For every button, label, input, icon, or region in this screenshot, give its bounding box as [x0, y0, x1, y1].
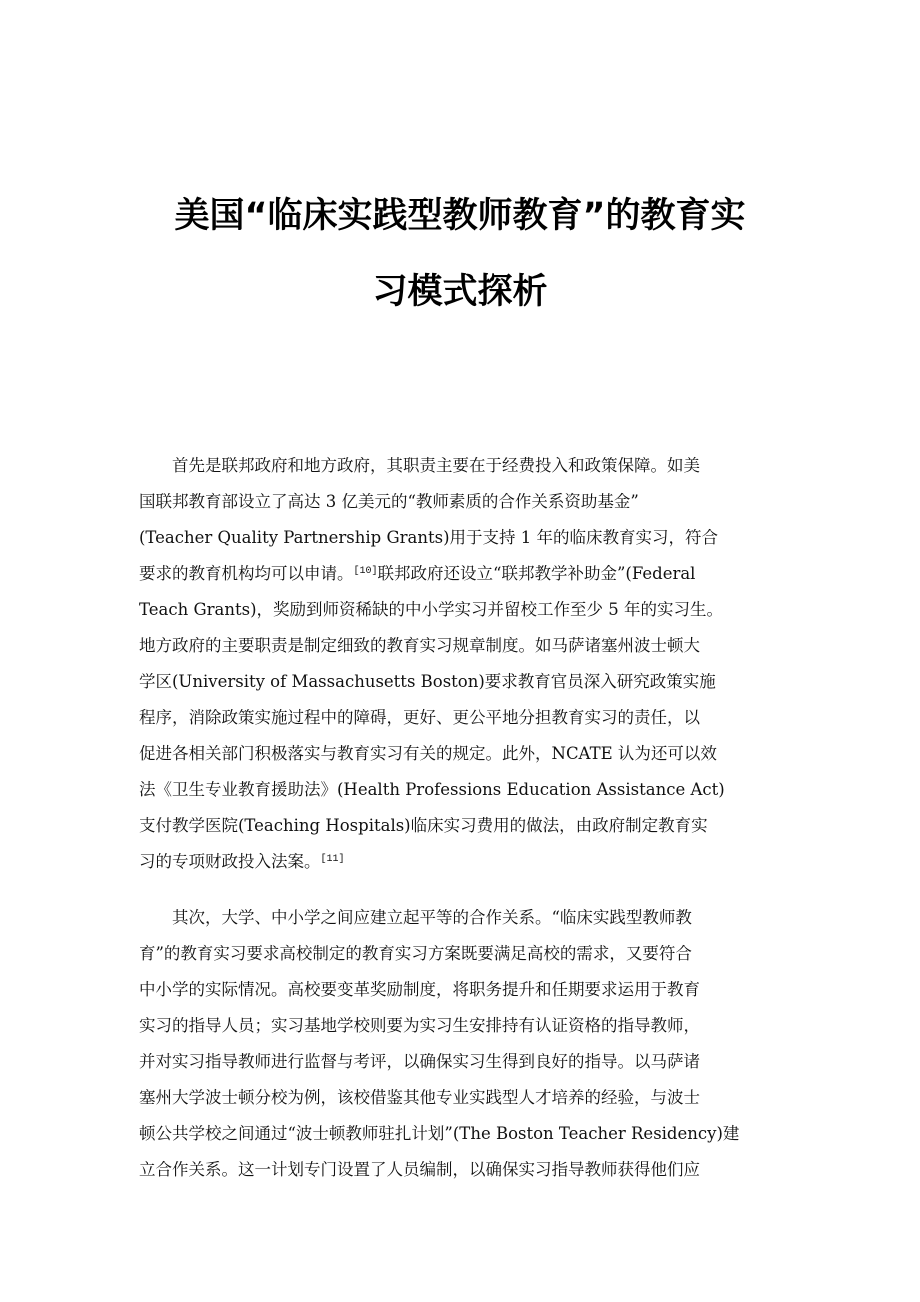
paragraph-line: 法《卫生专业教育援助法》(Health Professions Education Assistance Act)	[139, 780, 725, 799]
document-title-line-1: 美国“临床实践型教师教育”的教育实	[174, 196, 746, 236]
paragraph-text: 要求的教育机构均可以申请。	[139, 564, 354, 583]
document-title-line-2: 习模式探析	[372, 272, 548, 312]
paragraph-line: Teach Grants)，奖励到师资稀缺的中小学实习并留校工作至少 5 年的实习生。	[139, 600, 723, 619]
citation-ref-10[interactable]: [10]	[353, 566, 378, 577]
paragraph-line: 塞州大学波士顿分校为例，该校借鉴其他专业实践型人才培养的经验，与波士	[139, 1088, 700, 1107]
paragraph-line: (Teacher Quality Partnership Grants)用于支持 1 年的临床教育实习，符合	[139, 528, 718, 547]
citation-ref-11[interactable]: [11]	[320, 854, 345, 865]
paragraph-line: 并对实习指导教师进行监督与考评，以确保实习生得到良好的指导。以马萨诸	[139, 1052, 700, 1071]
paragraph-line: 育”的教育实习要求高校制定的教育实习方案既要满足高校的需求，又要符合	[139, 944, 692, 963]
paragraph-line: 促进各相关部门积极落实与教育实习有关的规定。此外，NCATE 认为还可以效	[139, 744, 717, 763]
paragraph-text: 习的专项财政投入法案。	[139, 852, 321, 871]
paragraph-line: 地方政府的主要职责是制定细致的教育实习规章制度。如马萨诸塞州波士顿大	[139, 636, 700, 655]
paragraph-line: 程序，消除政策实施过程中的障碍，更好、更公平地分担教育实习的责任，以	[139, 708, 700, 727]
paragraph-line: 其次，大学、中小学之间应建立起平等的合作关系。“临床实践型教师教	[172, 908, 692, 927]
paragraph-line: 顿公共学校之间通过“波士顿教师驻扎计划”(The Boston Teacher Residency)建	[139, 1124, 740, 1143]
paragraph-line-with-citation	[139, 564, 695, 584]
paragraph-line: 实习的指导人员；实习基地学校则要为实习生安排持有认证资格的指导教师，	[139, 1016, 700, 1035]
paragraph-line: 支付教学医院(Teaching Hospitals)临床实习费用的做法，由政府制定教育实	[139, 816, 708, 835]
paragraph-line: 学区(University of Massachusetts Boston)要求教育官员深入研究政策实施	[139, 672, 716, 691]
paragraph-line: 中小学的实际情况。高校要变革奖励制度，将职务提升和任期要求运用于教育	[139, 980, 700, 999]
paragraph-line: 首先是联邦政府和地方政府，其职责主要在于经费投入和政策保障。如美	[172, 456, 700, 475]
paragraph-line: 国联邦教育部设立了高达 3 亿美元的“教师素质的合作关系资助基金”	[139, 492, 639, 511]
paragraph-line-with-citation	[139, 852, 345, 872]
paragraph-text: 联邦政府还设立“联邦教学补助金”(Federal	[377, 564, 696, 583]
paragraph-line: 立合作关系。这一计划专门设置了人员编制，以确保实习指导教师获得他们应	[139, 1160, 700, 1179]
